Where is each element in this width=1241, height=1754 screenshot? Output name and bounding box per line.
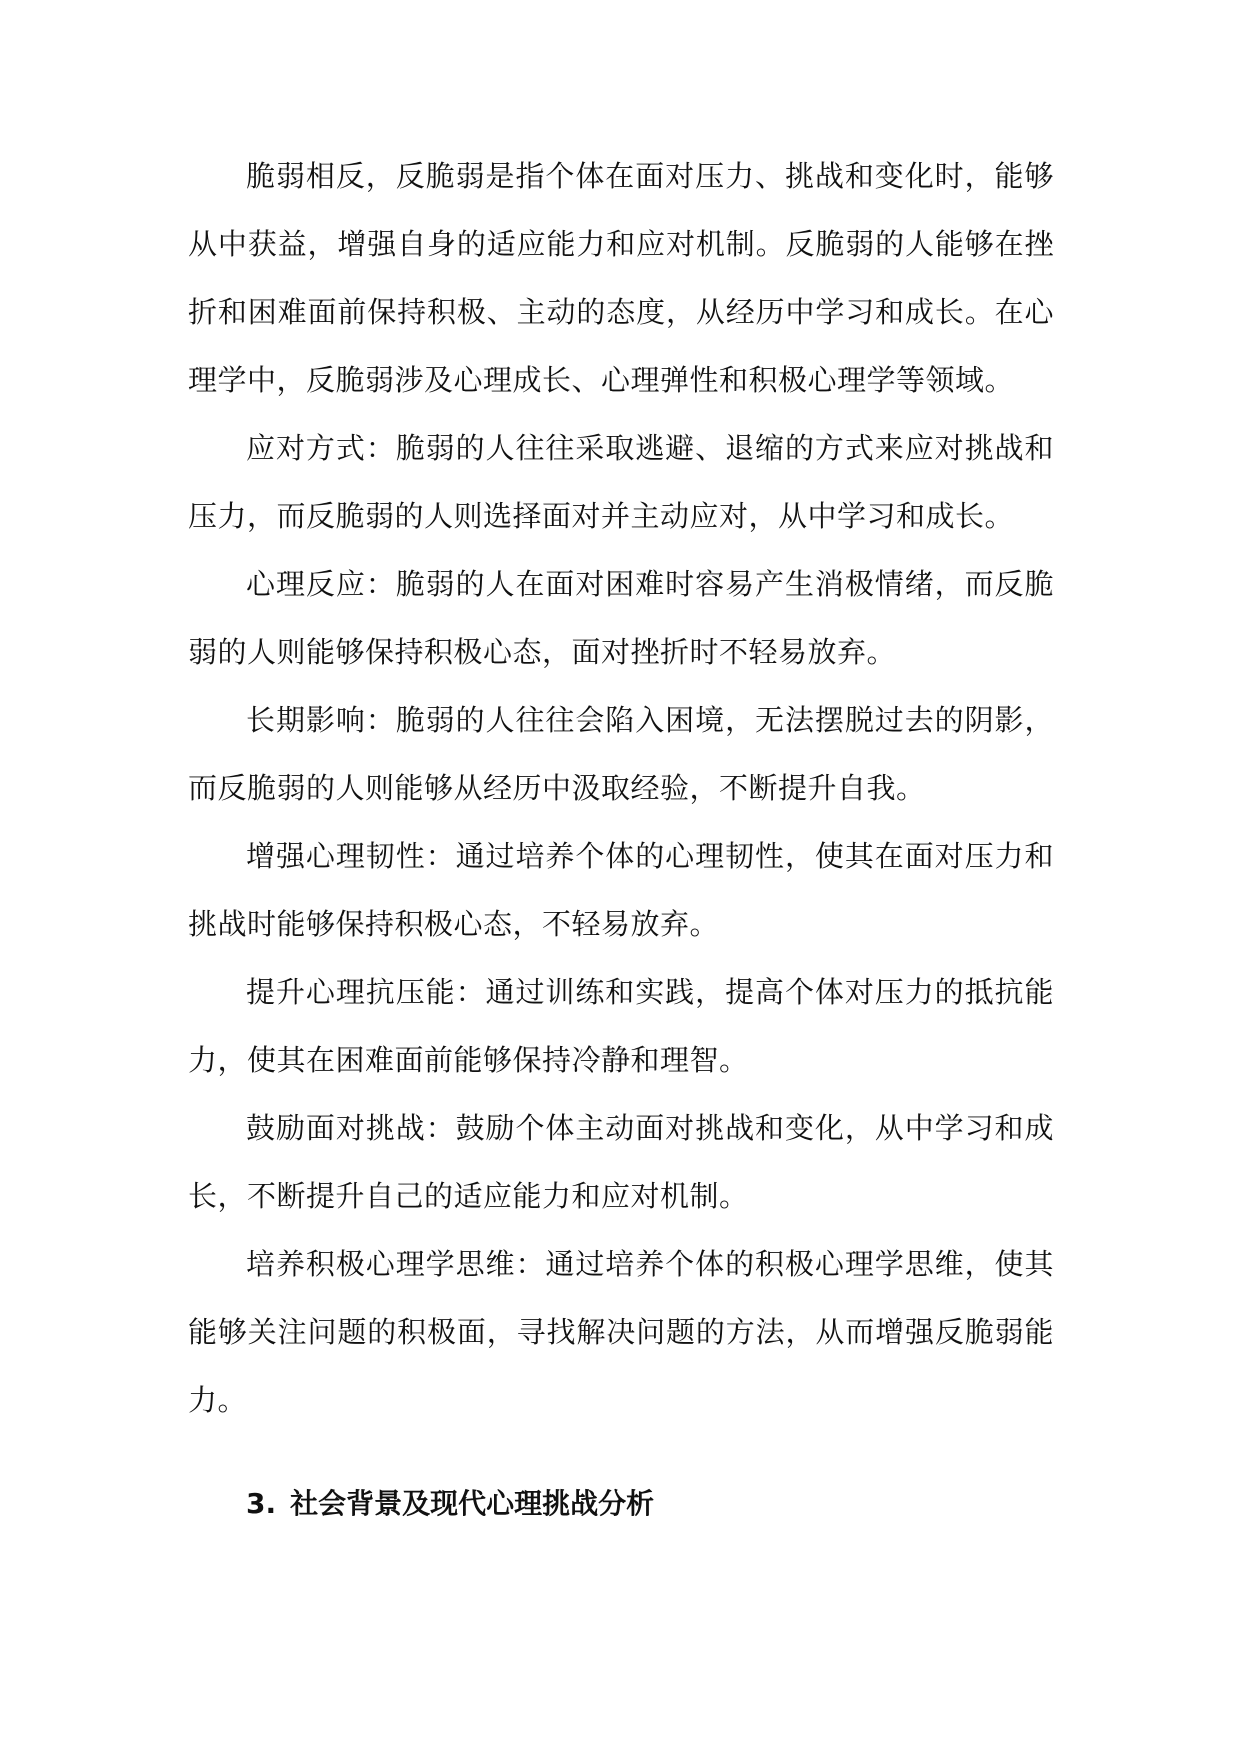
paragraph-enhance-resilience: 增强心理韧性：通过培养个体的心理韧性，使其在面对压力和挑战时能够保持积极心态，不轻易放弃。 <box>188 839 1054 941</box>
paragraph-positive-thinking: 培养积极心理学思维：通过培养个体的积极心理学思维，使其能够关注问题的积极面，寻找解决问题的方法，从而增强反脆弱能力。 <box>188 1247 1054 1417</box>
section-number: 3. <box>246 1487 277 1520</box>
paragraph-psychological-response: 心理反应：脆弱的人在面对困难时容易产生消极情绪，而反脆弱的人则能够保持积极心态，面对挫折时不轻易放弃。 <box>188 567 1054 669</box>
paragraph-long-term-impact: 长期影响：脆弱的人往往会陷入困境，无法摆脱过去的阴影，而反脆弱的人则能够从经历中汲取经验，不断提升自我。 <box>188 703 1054 805</box>
paragraph-stress-resistance: 提升心理抗压能：通过训练和实践，提高个体对压力的抵抗能力，使其在困难面前能够保持冷静和理智。 <box>188 975 1054 1077</box>
page-body <box>188 142 1054 1538</box>
section-title: 社会背景及现代心理挑战分析 <box>290 1487 655 1520</box>
paragraph-encourage-challenge: 鼓励面对挑战：鼓励个体主动面对挑战和变化，从中学习和成长，不断提升自己的适应能力和应对机制。 <box>188 1111 1054 1213</box>
section-heading <box>188 1470 1054 1538</box>
paragraph-antifragile-definition: 脆弱相反，反脆弱是指个体在面对压力、挑战和变化时，能够从中获益，增强自身的适应能力和应对机制。反脆弱的人能够在挫折和困难面前保持积极、主动的态度，从经历中学习和成长。在心理学中，反脆弱涉及心理成长、心理弹性和积极心理学等领域。 <box>188 159 1054 397</box>
paragraph-coping-style: 应对方式：脆弱的人往往采取逃避、退缩的方式来应对挑战和压力，而反脆弱的人则选择面对并主动应对，从中学习和成长。 <box>188 431 1054 533</box>
